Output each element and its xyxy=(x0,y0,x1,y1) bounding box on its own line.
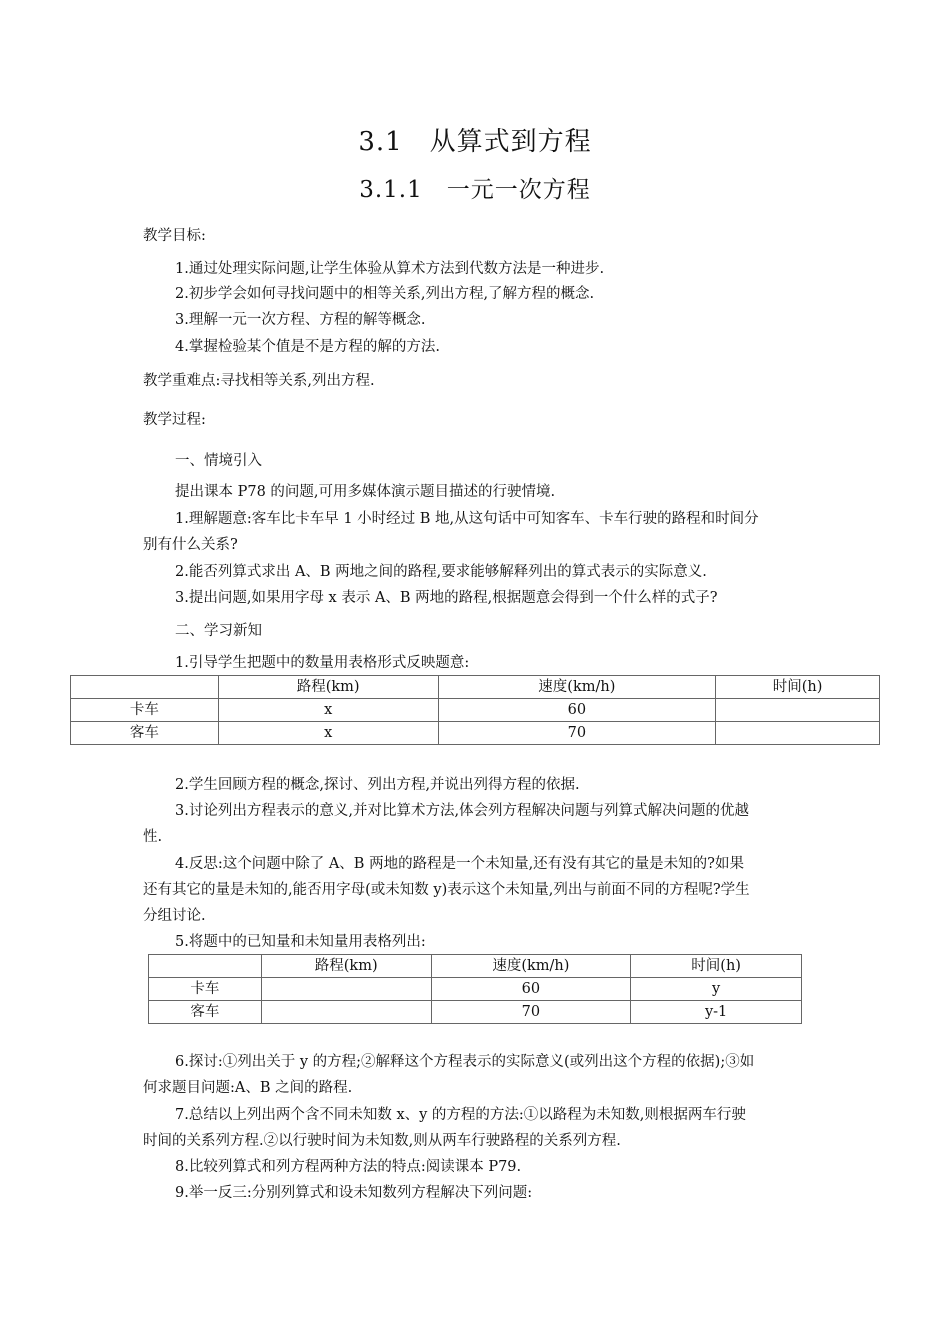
table-cell: 70 xyxy=(438,722,716,745)
section2-paragraph-5: 5.将题中的已知量和未知量用表格列出: xyxy=(175,934,426,950)
table-header-cell: 路程(km) xyxy=(218,676,438,699)
process-heading: 教学过程: xyxy=(143,412,206,428)
table-cell xyxy=(716,722,880,745)
section1-paragraph-0: 提出课本 P78 的问题,可用多媒体演示题目描述的行驶情境. xyxy=(175,484,556,500)
table-header-cell: 速度(km/h) xyxy=(438,676,716,699)
objective-3: 3.理解一元一次方程、方程的解等概念. xyxy=(175,312,426,328)
section1-paragraph-1b: 别有什么关系? xyxy=(143,537,238,553)
table-header-cell: 路程(km) xyxy=(261,955,431,978)
section1-heading: 一、情境引入 xyxy=(175,453,262,469)
table-cell: y xyxy=(631,978,802,1001)
section2-paragraph-9: 9.举一反三:分别列算式和设未知数列方程解决下列问题: xyxy=(175,1185,533,1201)
section2-paragraph-3a: 3.讨论列出方程表示的意义,并对比算术方法,体会列方程解决问题与列算式解决问题的优越 xyxy=(175,803,750,819)
table-cell: x xyxy=(218,699,438,722)
table-header-cell: 时间(h) xyxy=(631,955,802,978)
table-row xyxy=(149,1001,802,1024)
objective-1: 1.通过处理实际问题,让学生体验从算术方法到代数方法是一种进步. xyxy=(175,261,605,277)
table-cell: 卡车 xyxy=(149,978,262,1001)
section2-paragraph-7a: 7.总结以上列出两个含不同未知数 x、y 的方程的方法:①以路程为未知数,则根据两车行驶 xyxy=(175,1107,746,1123)
objective-2: 2.初步学会如何寻找问题中的相等关系,列出方程,了解方程的概念. xyxy=(175,286,595,302)
table-header-cell xyxy=(149,955,262,978)
objectives-heading: 教学目标: xyxy=(143,228,206,244)
section2-heading: 二、学习新知 xyxy=(175,623,262,639)
section1-paragraph-3: 3.提出问题,如果用字母 x 表示 A、B 两地的路程,根据题意会得到一个什么样的式子? xyxy=(175,590,718,606)
table-cell: 卡车 xyxy=(71,699,219,722)
objective-4: 4.掌握检验某个值是不是方程的解的方法. xyxy=(175,339,440,355)
key-point: 教学重难点:寻找相等关系,列出方程. xyxy=(143,373,375,389)
distance-speed-table-1 xyxy=(70,675,880,745)
section2-paragraph-1: 1.引导学生把题中的数量用表格形式反映题意: xyxy=(175,655,470,671)
table-cell: 70 xyxy=(431,1001,631,1024)
table-header-row xyxy=(149,955,802,978)
section2-paragraph-3b: 性. xyxy=(143,829,163,845)
section2-paragraph-7b: 时间的关系列方程.②以行驶时间为未知数,则从两车行驶路程的关系列方程. xyxy=(143,1133,621,1149)
doc-title: 3.1 从算式到方程 xyxy=(358,127,592,157)
table-cell: 客车 xyxy=(71,722,219,745)
table-header-row xyxy=(71,676,880,699)
section2-paragraph-6b: 何求题目问题:A、B 之间的路程. xyxy=(143,1080,353,1096)
table-cell: y-1 xyxy=(631,1001,802,1024)
doc-subtitle: 3.1.1 一元一次方程 xyxy=(359,177,591,203)
section1-paragraph-2: 2.能否列算式求出 A、B 两地之间的路程,要求能够解释列出的算式表示的实际意义. xyxy=(175,564,707,580)
table-row xyxy=(149,978,802,1001)
table-cell xyxy=(716,699,880,722)
section2-paragraph-2: 2.学生回顾方程的概念,探讨、列出方程,并说出列得方程的依据. xyxy=(175,777,580,793)
section1-paragraph-1a: 1.理解题意:客车比卡车早 1 小时经过 B 地,从这句话中可知客车、卡车行驶的路程和时间分 xyxy=(175,511,759,527)
table-row xyxy=(71,699,880,722)
section2-paragraph-6a: 6.探讨:①列出关于 y 的方程;②解释这个方程表示的实际意义(或列出这个方程的依据);③如 xyxy=(175,1054,755,1070)
section2-paragraph-4b: 还有其它的量是未知的,能否用字母(或未知数 y)表示这个未知量,列出与前面不同的方程呢?学生 xyxy=(143,882,750,898)
table-header-cell xyxy=(71,676,219,699)
table-cell: x xyxy=(218,722,438,745)
section2-paragraph-8: 8.比较列算式和列方程两种方法的特点:阅读课本 P79. xyxy=(175,1159,522,1175)
table-header-cell: 速度(km/h) xyxy=(431,955,631,978)
section2-paragraph-4c: 分组讨论. xyxy=(143,908,206,924)
table-cell: 客车 xyxy=(149,1001,262,1024)
table-row xyxy=(71,722,880,745)
table-cell xyxy=(261,1001,431,1024)
table-cell xyxy=(261,978,431,1001)
section2-paragraph-4a: 4.反思:这个问题中除了 A、B 两地的路程是一个未知量,还有没有其它的量是未知的?如果 xyxy=(175,856,744,872)
table-cell: 60 xyxy=(431,978,631,1001)
table-header-cell: 时间(h) xyxy=(716,676,880,699)
table-cell: 60 xyxy=(438,699,716,722)
distance-speed-table-2 xyxy=(148,954,802,1024)
